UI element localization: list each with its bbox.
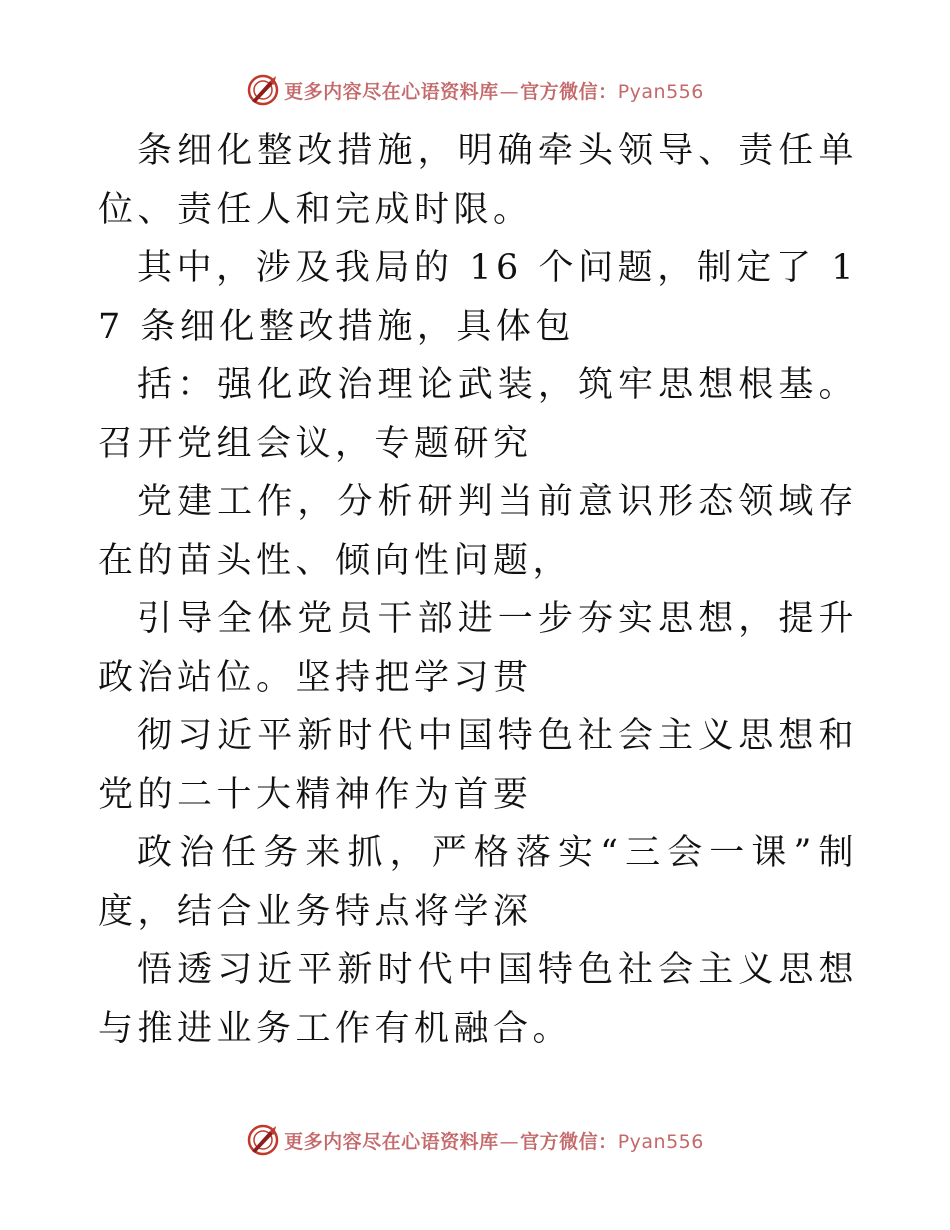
separator-dash: — [499,80,520,103]
quill-logo-icon [246,73,280,107]
paragraph: 条细化整改措施，明确牵头领导、责任单位、责任人和完成时限。 [98,131,858,230]
paragraph: 党建工作，分析研判当前意识形态领域存在的苗头性、倾向性问题， [98,482,858,581]
header-watermark-text [284,77,704,104]
paragraph: 彻习近平新时代中国特色社会主义思想和党的二十大精神作为首要 [98,716,858,815]
wechat-label: 官方微信： [520,80,618,103]
document-body [98,122,858,1058]
paragraph: 引导全体党员干部进一步夯实思想，提升政治站位。坚持把学习贯 [98,599,858,698]
wechat-label: 官方微信： [520,1130,618,1153]
quill-logo-icon [246,1123,280,1157]
wechat-id: Pyan556 [617,80,704,103]
site-name: 更多内容尽在心语资料库 [284,1130,499,1153]
wechat-id: Pyan556 [617,1130,704,1153]
paragraph: 其中，涉及我局的 16 个问题，制定了 17 条细化整改措施，具体包 [98,248,858,347]
separator-dash: — [499,1130,520,1153]
site-name: 更多内容尽在心语资料库 [284,80,499,103]
paragraph: 政治任务来抓，严格落实“三会一课”制度，结合业务特点将学深 [98,833,858,932]
footer-watermark-text [284,1127,704,1154]
header-watermark [0,70,950,110]
paragraph: 括：强化政治理论武装，筑牢思想根基。召开党组会议，专题研究 [98,365,858,464]
paragraph: 悟透习近平新时代中国特色社会主义思想与推进业务工作有机融合。 [98,950,858,1049]
footer-watermark [0,1120,950,1160]
